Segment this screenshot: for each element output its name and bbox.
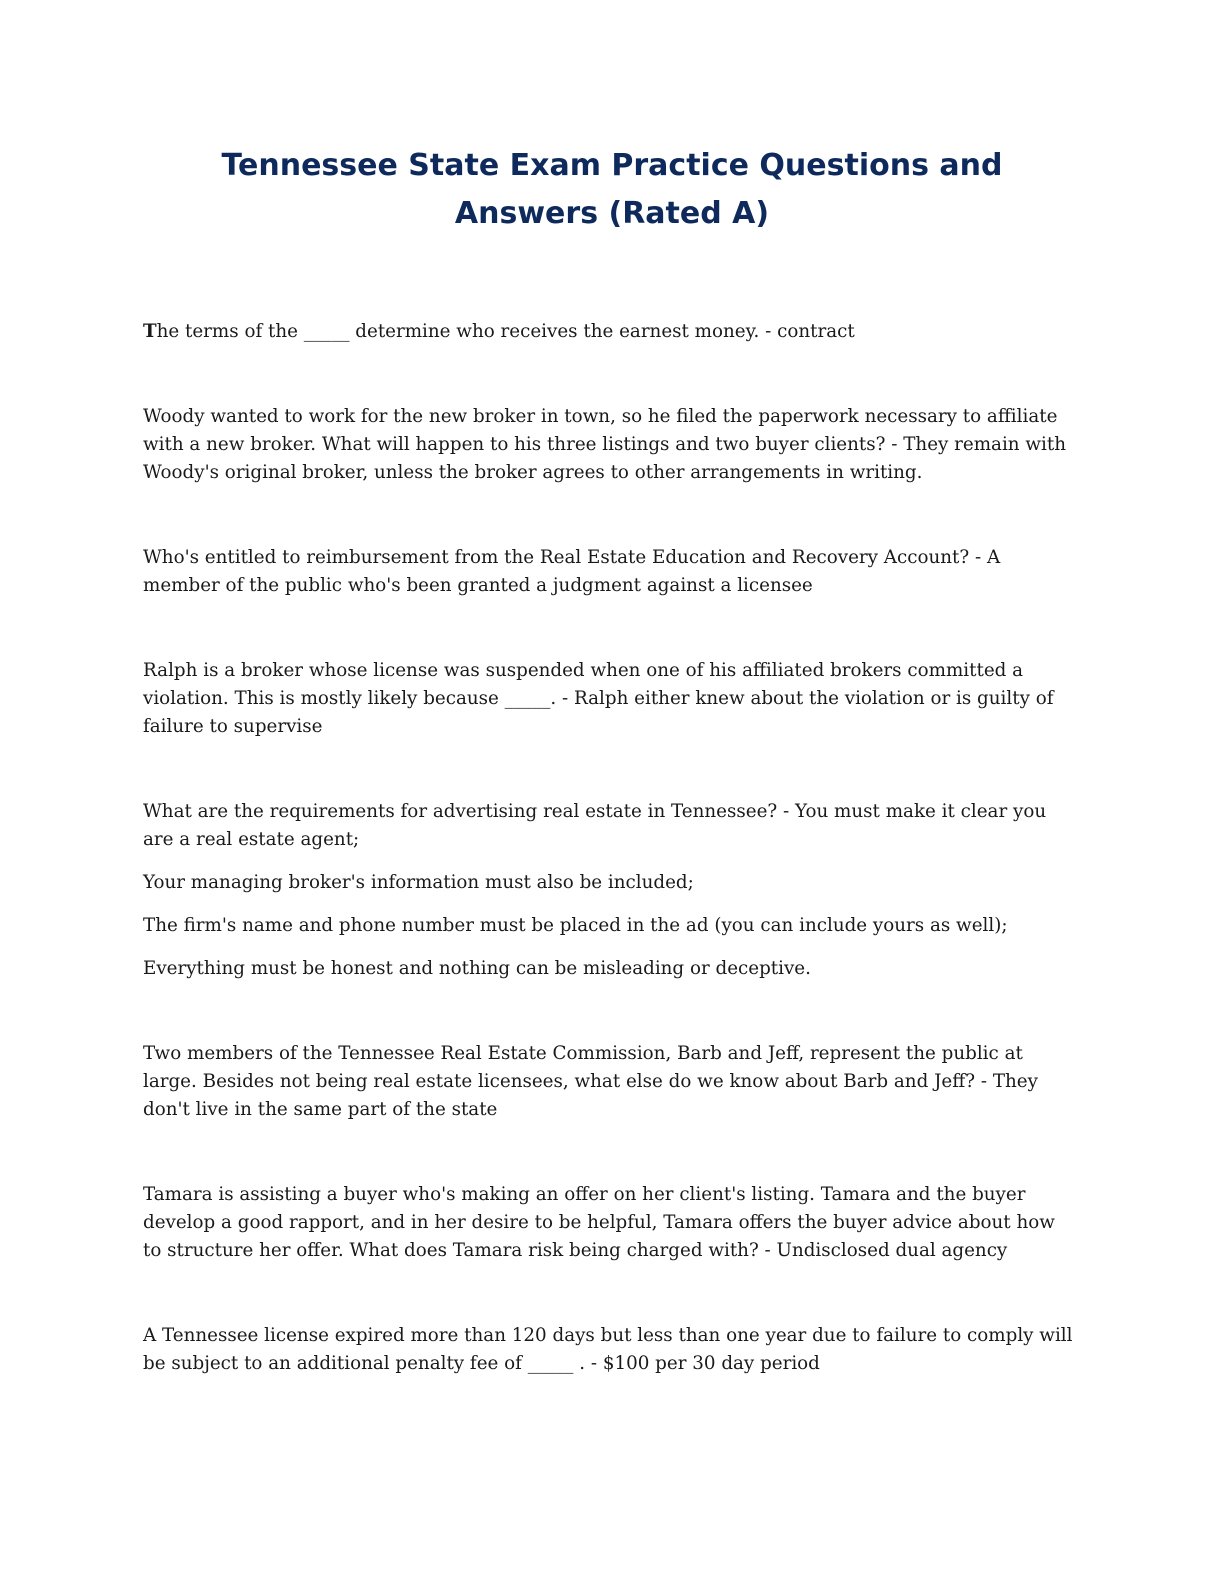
qa-text: A Tennessee license expired more than 120 days but less than one year due to failure to comply will be subject to an additional penalty fee of _____ . - $100 per 30 day period	[143, 1325, 1073, 1374]
qa-text: Ralph is a broker whose license was suspended when one of his affiliated brokers committed a violation. This is mostly likely because _____. - Ralph either knew about the violation or is guilty of failure to supervise	[143, 660, 1054, 737]
qa-text: Who's entitled to reimbursement from the Real Estate Education and Recovery Account? - A member of the public who's been granted a judgment against a licensee	[143, 547, 1001, 596]
qa-text: Tamara is assisting a buyer who's making an offer on her client's listing. Tamara and the buyer develop a good rapport, and in her desire to be helpful, Tamara offers the buyer advice about how to structure her offer. What does Tamara risk being charged with? - Undisclosed dual agency	[143, 1184, 1055, 1261]
qa-text: Two members of the Tennessee Real Estate Commission, Barb and Jeff, represent the public at large. Besides not being real estate licensees, what else do we know about Barb and Jeff? - They don't live in the same part of the state	[143, 1043, 1038, 1120]
qa-text: What are the requirements for advertising real estate in Tennessee? - You must make it clear you are a real estate agent;	[143, 801, 1047, 850]
qa-item-2	[143, 403, 1078, 487]
qa-lead-letter: T	[143, 321, 157, 342]
document-title: Tennessee State Exam Practice Questions and Answers (Rated A)	[221, 148, 1003, 231]
qa-item-5	[143, 798, 1078, 983]
qa-item-4	[143, 657, 1078, 741]
qa-item-6	[143, 1040, 1078, 1124]
qa-item-8	[143, 1322, 1078, 1378]
qa-item-7	[143, 1181, 1078, 1265]
qa-continuation: The firm's name and phone number must be placed in the ad (you can include yours as well);	[143, 915, 1008, 936]
qa-continuation: Your managing broker's information must also be included;	[143, 872, 694, 893]
qa-text-body: he terms of the _____ determine who receives the earnest money. - contract	[156, 321, 855, 342]
qa-text	[143, 318, 1078, 346]
qa-continuation: Everything must be honest and nothing can be misleading or deceptive.	[143, 958, 811, 979]
qa-item-3	[143, 544, 1078, 600]
qa-item-1	[143, 318, 1078, 346]
qa-text: Woody wanted to work for the new broker in town, so he filed the paperwork necessary to affiliate with a new broker. What will happen to his three listings and two buyer clients? - They remain with Woody's original broker, unless the broker agrees to other arrangements in writing.	[143, 406, 1066, 483]
qa-list	[143, 318, 1078, 1378]
